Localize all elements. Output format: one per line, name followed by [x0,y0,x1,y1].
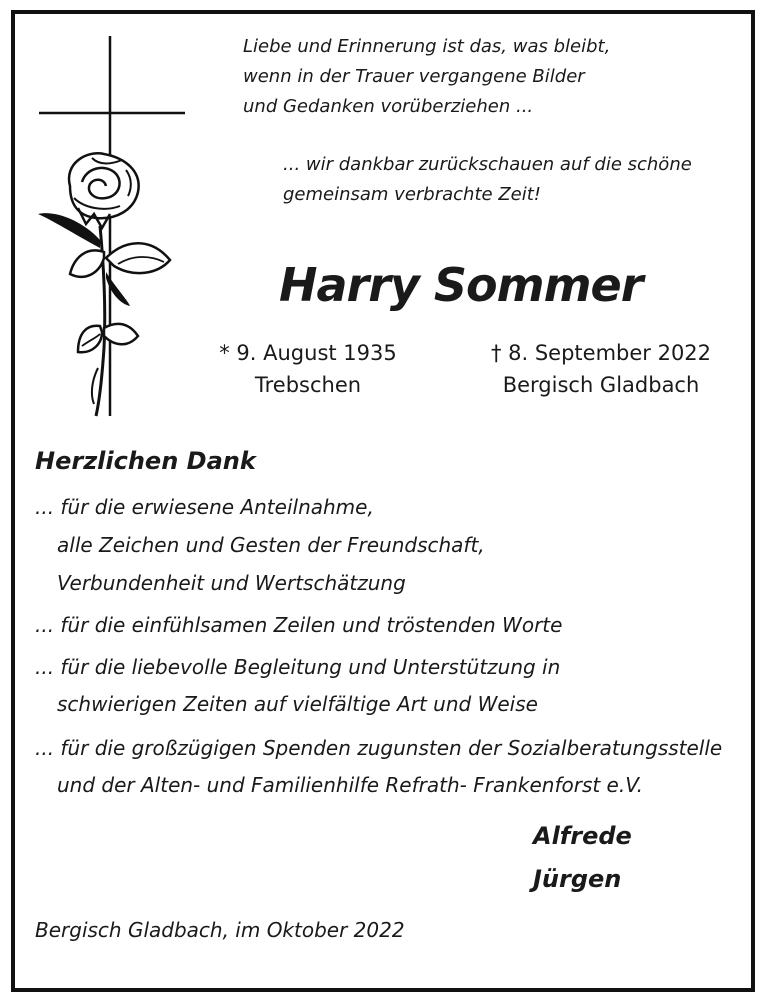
signature-name: Alfrede [533,822,632,850]
thanks-line: und der Alten- und Familienhilfe Refrath- Frankenforst e.V. [57,773,643,797]
thanks-line: ... für die einfühlsamen Zeilen und tröstenden Worte [35,613,563,637]
quote-2-line: ... wir dankbar zurückschauen auf die schöne [283,154,692,175]
thanks-line: alle Zeichen und Gesten der Freundschaft, [57,533,485,557]
thanks-line: ... für die großzügigen Spenden zugunsten der Sozialberatungsstelle [35,736,723,760]
quote-1-line: und Gedanken vorüberziehen ... [243,96,534,117]
birth-info [218,337,398,401]
death-place: Bergisch Gladbach [502,373,700,397]
quote-2-line: gemeinsam verbrachte Zeit! [283,184,542,205]
quote-1-line: wenn in der Trauer vergangene Bilder [243,66,585,87]
thanks-line: Verbundenheit und Wertschätzung [57,571,406,595]
death-info [483,337,719,401]
quote-1-line: Liebe und Erinnerung ist das, was bleibt, [243,36,611,57]
thanks-heading: Herzlichen Dank [35,447,256,475]
birth-date: * 9. August 1935 [219,341,397,365]
deceased-name: Harry Sommer [279,258,643,312]
birth-place: Trebschen [254,373,362,397]
quote-1 [243,32,610,122]
signatures [533,815,632,901]
death-date: † 8. September 2022 [490,341,712,365]
thanks-line: ... für die liebevolle Begleitung und Unterstützung in [35,655,561,679]
thanks-line: ... für die erwiesene Anteilnahme, [35,495,374,519]
thanks-line: schwierigen Zeiten auf vielfältige Art und Weise [57,692,538,716]
quote-2 [283,150,692,210]
signature-name: Jürgen [533,865,622,893]
place-date: Bergisch Gladbach, im Oktober 2022 [35,918,405,942]
rose-icon [34,148,178,420]
